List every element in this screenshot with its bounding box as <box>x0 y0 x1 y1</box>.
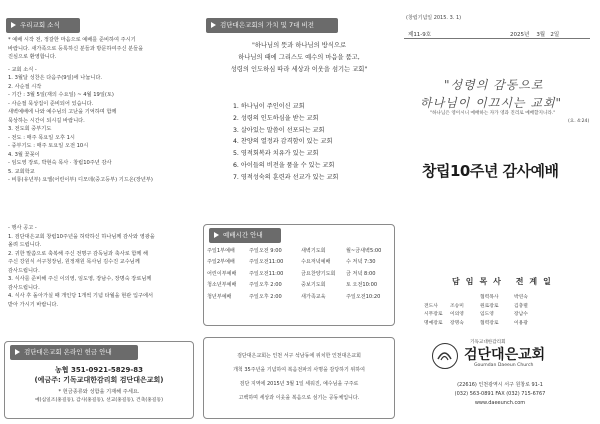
worship-row <box>207 257 393 268</box>
service-time: 주일오전 9:00 <box>249 248 282 254</box>
service-time: 주일오전10:20 <box>346 293 381 300</box>
service-name: 금요찬양기도회 <box>301 270 336 277</box>
notice-line: 1. 3월달 성찬은 다음주(9일)에 나눕니다. <box>8 75 102 81</box>
senior-pastor: 담임목사 전계일 <box>452 277 557 286</box>
contact-info <box>400 381 600 408</box>
notice-line: 받아 가시기 바랍니다. <box>8 301 59 308</box>
notice-line: 3. 전도회 중부기도 <box>8 126 52 132</box>
bible-verse: "하나님은 영이시니 예배하는 자가 영과 진리로 예배할지니라." <box>430 111 556 116</box>
notices-list <box>8 36 153 185</box>
notice-line: 감사드립니다. <box>8 284 40 291</box>
notice-line: 묵상하는 시간이 되시길 바랍니다. <box>8 117 85 124</box>
offering-note: * 헌금종류와 성함을 기재해 주세요. <box>58 389 140 395</box>
event-notices <box>8 224 155 309</box>
vision-item: 3. 살아있는 말씀이 선포되는 교회 <box>233 126 325 134</box>
vision-item: 7. 영적성숙의 훈련과 선교가 있는 교회 <box>233 173 339 181</box>
worship-row <box>207 246 393 257</box>
service-name: 주일1부예배 <box>207 248 235 254</box>
staff-list <box>424 294 544 328</box>
vision-item: 4. 찬양의 열정과 감격함이 있는 교회 <box>233 138 333 146</box>
notice-line: 2. 귀한 말씀으로 축복해 주신 전명구 감독님과 축사로 함께 해 <box>8 250 149 257</box>
cover-divider <box>404 38 590 39</box>
worship-row <box>207 292 393 303</box>
service-time: 주일오전11:00 <box>249 270 284 277</box>
notice-line: 주신 강원식 서구청장님, 원정재원 목사님 김수진 교수님께 <box>8 259 140 265</box>
staff-person: 이용광 <box>514 320 528 326</box>
staff-row <box>424 303 544 312</box>
address: (22616) 인천광역시 서구 원창로 91-1 <box>457 382 543 388</box>
service-time: 수 저녁 7:30 <box>346 259 376 266</box>
church-intro <box>203 349 395 405</box>
slogan-line-2: 하나님이 이끄시는 교회" <box>420 96 563 110</box>
service-name: 새가족교육 <box>301 293 326 300</box>
bulletin-date <box>510 30 559 38</box>
staff-role: 협력목사 <box>480 295 499 300</box>
notice-line: - 행사 공고 - <box>8 225 37 231</box>
logo-emblem-icon <box>433 344 456 367</box>
triangle-icon <box>11 22 16 28</box>
offering-example: 예)십일조(홍길동), 감사(홍길동), 선교(홍길동), 건축(홍길동) <box>35 398 163 403</box>
staff-role: 시무장로 <box>424 312 443 318</box>
founding-date: (창립기념일 2015. 3. 1) <box>406 15 462 21</box>
quote-line: 성령의 인도하심 따라 세상과 이웃을 섬기는 교회" <box>230 66 368 73</box>
staff-row <box>424 311 544 320</box>
notice-line: - 비룡(유년부) 요엘(어린이부) 디모데(중고등부) 기드온(장년부) <box>8 177 153 183</box>
offering-holder: (예금주: 기독교대한감리회 검단대은교회) <box>34 376 164 384</box>
slogan-line-1: "성령의 감동으로 <box>444 78 544 92</box>
notice-line: 4. 3월 꽃꽂이 <box>8 151 40 158</box>
service-name: 청년부예배 <box>207 293 232 300</box>
vision-quote <box>201 40 397 76</box>
notice-line: 1. 검단대은교회 창립10주년을 허락하신 하나님께 감사와 영광을 <box>8 233 155 240</box>
service-time: 월~금새벽5:00 <box>346 248 382 254</box>
staff-role: 협력장로 <box>480 320 499 326</box>
cover-panel <box>400 0 600 424</box>
vision-item: 1. 하나님이 주인이신 교회 <box>233 103 305 110</box>
intro-line: 검단대은교회는 인천 서구 석남동에 위치한 인천대은교회 <box>237 353 361 359</box>
staff-role: 명예장로 <box>424 320 443 326</box>
denomination: 기독교대한감리회 <box>470 340 506 345</box>
issue-number: 제11-9호 <box>408 32 432 38</box>
staff-person: 박연숙 <box>514 295 528 300</box>
notice-line: - 기간 : 3월 5일(재의 수요일) ~ 4월 19일(토) <box>8 92 114 98</box>
worship-row <box>207 269 393 280</box>
service-time: 주일오후 2:00 <box>249 293 282 300</box>
intro-line: 개척 35주년을 기념하여 복음전파의 사명을 감당하기 위하여 <box>233 367 365 373</box>
service-name: 어린이부예배 <box>207 270 237 277</box>
triangle-icon <box>15 349 20 355</box>
service-name: 청소년부예배 <box>207 282 237 289</box>
vision-panel <box>201 0 397 424</box>
service-name: 주일2부예배 <box>207 259 235 266</box>
notice-line: 3. 식사를 준비해 주신 이의영, 임도영, 장남수, 장명숙 장로님께 <box>8 276 152 282</box>
date-day: 2일 <box>550 32 560 38</box>
service-time: 주일오전11:00 <box>249 259 284 266</box>
offering-account: 농협 351-0921-5829-83 <box>55 366 143 374</box>
staff-person: 이의영 <box>450 312 464 318</box>
vision-item: 5. 영적회복과 치유가 있는 교회 <box>233 150 319 158</box>
service-name: 수요저녁예배 <box>301 259 331 266</box>
service-name: 새벽기도회 <box>301 248 326 254</box>
vision-item: 6. 아이들의 비전을 품을 수 있는 교회 <box>233 161 335 169</box>
notice-line: * 예배 시작 전, 정갈한 마음으로 예배를 준비하여 주시기 <box>8 37 136 43</box>
service-time: 주일오후 2:00 <box>249 282 282 289</box>
triangle-icon <box>211 22 216 28</box>
church-name-english: Goumdan Daeeun Church <box>474 363 534 368</box>
service-title: 창립10주년 감사예배 <box>422 162 559 180</box>
quote-line: "하나님의 뜻과 하나님의 방식으로 <box>251 42 347 49</box>
staff-role: 전도사 <box>424 303 438 309</box>
staff-person: 장남수 <box>514 312 528 318</box>
intro-line: 검단 지역에 2015년 3월 1일 세워진, 예수님을 구주로 <box>239 381 359 387</box>
worship-table <box>207 246 393 303</box>
quote-line: 하나님의 때에 그리스도 예수의 마음을 품고, <box>238 54 360 61</box>
intro-line: 고백하며 세상과 이웃을 복음으로 섬기는 공동체입니다. <box>238 395 360 401</box>
notice-line: 올려 드립니다. <box>8 242 42 248</box>
date-year: 2025년 <box>510 32 530 38</box>
verse-reference: (요. 4:24) <box>568 119 590 124</box>
staff-person: 김충렬 <box>514 303 528 309</box>
worship-row <box>207 280 393 291</box>
notices-panel <box>0 0 198 424</box>
vision-item: 2. 성령의 인도하심을 받는 교회 <box>233 114 319 122</box>
offering-header: 검단대은교회 온라인 헌금 안내 <box>10 345 138 360</box>
worship-header: 예배시간 안내 <box>209 228 281 243</box>
website-link[interactable]: www.daeeunch.com <box>474 400 526 406</box>
vision-header: 검단대은교회의 가치 및 7대 비전 <box>206 18 338 33</box>
notice-line: 4. 식사 후 돌아가실 때 개인당 1개씩 기념 타월을 현관 입구에서 <box>8 293 154 299</box>
notice-line: 감사드립니다. <box>8 267 40 274</box>
notices-header: 우리교회 소식 <box>6 18 80 33</box>
service-time: 토 오전10:00 <box>346 282 378 289</box>
phone-fax: (032) 563-0891 FAX (032) 715-6767 <box>454 391 546 397</box>
notice-line: 5. 교회학교 <box>8 168 35 175</box>
notice-line: 진심으로 환영합니다. <box>8 54 57 60</box>
church-logo-icon <box>432 343 458 369</box>
vision-list <box>233 101 338 184</box>
staff-row <box>424 294 544 303</box>
notice-line: 바랍니다. 새가족으로 등록하신 분들과 방문하여주신 분들을 <box>8 45 144 52</box>
notice-line: - 사순절 묵상집이 준비되어 있습니다. <box>8 100 94 107</box>
service-name: 중보기도회 <box>301 282 326 289</box>
notice-line: 2. 사순절 시작 <box>8 83 42 90</box>
notice-line: 새벽예배에 나와 예수님의 고난을 기억하며 함께 <box>8 109 117 115</box>
service-time: 금 저녁 8:00 <box>346 270 376 277</box>
triangle-icon <box>214 232 219 238</box>
staff-person: 조승미 <box>450 303 464 309</box>
notice-line: - 임도영 장로, 박현숙 목사 · 창립10주년 감사 <box>8 160 112 166</box>
staff-person: 임도영 <box>480 312 494 318</box>
staff-role: 원로장로 <box>480 303 499 309</box>
staff-row <box>424 320 544 329</box>
notice-line: - 중부기도 : 매주 토요일 오전 10시 <box>8 143 89 149</box>
notice-line: - 교회 소식 - <box>8 66 37 73</box>
date-month: 3월 <box>536 32 546 38</box>
staff-person: 장명숙 <box>450 320 464 326</box>
notice-line: - 전도 : 매주 목요일 오후 1시 <box>8 134 75 141</box>
church-name: 검단대은교회 <box>464 347 546 363</box>
